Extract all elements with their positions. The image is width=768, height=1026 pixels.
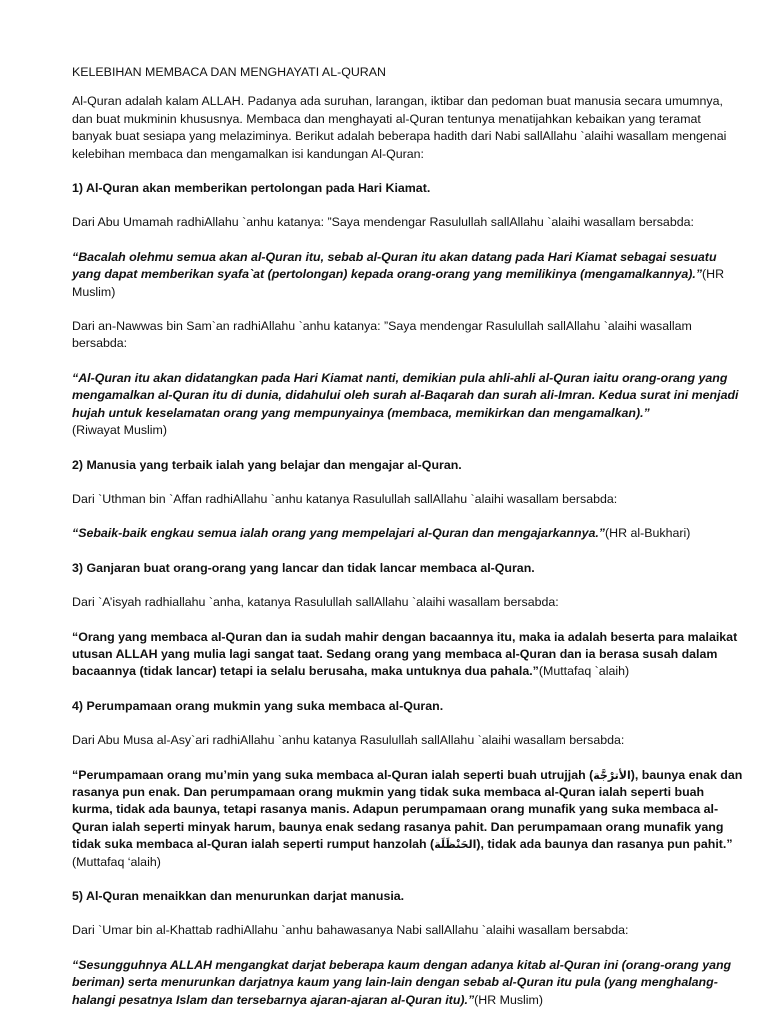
section-3-heading: 3) Ganjaran buat orang-orang yang lancar dan tidak lancar membaca al-Quran. bbox=[72, 560, 535, 575]
section-4-narration: Dari Abu Musa al-Asy`ari radhiAllahu `anhu katanya Rasulullah sallAllahu `alaihi wasallam bersabda: bbox=[72, 733, 625, 748]
hadith-source: (Muttafaq ‘alaih) bbox=[72, 854, 161, 869]
hadith-source: (Muttafaq `alaih) bbox=[538, 664, 630, 679]
section-3-narration: Dari `A’isyah radhiallahu `anha, katanya Rasulullah sallAllahu `alaihi wasallam bersabda: bbox=[72, 595, 559, 610]
hadith-source: (Riwayat Muslim) bbox=[72, 423, 167, 438]
hadith-quote: “Sebaik-baik engkau semua ialah orang yang mempelajari al-Quran dan mengajarkannya.” bbox=[72, 526, 605, 541]
section-1-hadith-2 bbox=[72, 370, 744, 440]
section-1-hadith-1 bbox=[72, 249, 744, 301]
hadith-source: (HR Muslim) bbox=[474, 992, 543, 1007]
section-5-heading: 5) Al-Quran menaikkan dan menurunkan darjat manusia. bbox=[72, 889, 405, 903]
section-1-heading: 1) Al-Quran akan memberikan pertolongan pada Hari Kiamat. bbox=[72, 181, 431, 196]
hadith-quote-part-1: “Perumpamaan orang mu’min yang suka membaca al-Quran ialah seperti buah utrujjah ( bbox=[72, 767, 594, 782]
section-1-narration-2: Dari an-Nawwas bin Sam`an radhiAllahu `anhu katanya: ”Saya mendengar Rasulullah sallAllahu `alaihi wasallam bersabda: bbox=[72, 319, 692, 351]
section-4-heading: 4) Perumpamaan orang mukmin yang suka membaca al-Quran. bbox=[72, 698, 444, 713]
hadith-quote: “Orang yang membaca al-Quran dan ia sudah mahir dengan bacaannya itu, maka ia adalah beserta para malaikat utusan ALLAH yang mulia lagi sangat taat. Sedang orang yang membaca al-Quran dan ia berasa susah dalam bacaannya (tidak lancar) tetapi ia selalu berusaha, maka untuknya dua pahala.” bbox=[72, 629, 738, 679]
document-page bbox=[72, 64, 744, 1026]
hadith-quote: “Al-Quran itu akan didatangkan pada Hari Kiamat nanti, demikian pula ahli-ahli al-Quran iaitu orang-orang yang mengamalkan al-Quran itu di dunia, didahului oleh surah al-Baqarah dan surah ali-Imran. Kedua surat ini menjadi hujah untuk keselamatan orang yang mempunyainya (membaca, memikirkan dan mengamalkan).” bbox=[72, 370, 739, 420]
section-1-narration-1: Dari Abu Umamah radhiAllahu `anhu katanya: ”Saya mendengar Rasulullah sallAllahu `alaihi wasallam bersabda: bbox=[72, 215, 694, 230]
hadith-quote-part-2: ), baunya enak dan rasanya pun enak. Dan perumpamaan orang mukmin yang tidak suka membaca al-Quran ialah seperti buah kurma, tidak ada baunya, tetapi rasanya manis. Adapun perumpamaan orang munafik yang suka membaca al-Quran ialah seperti minyak harum, baunya enak sedang rasanya pahit. Dan perumpamaan orang munafik yang tidak suka membaca al-Quran ialah seperti rumput hanzolah ( bbox=[72, 767, 743, 852]
hadith-source: (HR al-Bukhari) bbox=[605, 526, 691, 541]
arabic-term-utrujjah: الأترْجَّة bbox=[593, 768, 631, 782]
arabic-term-hanzolah: الحَنْظَلَة bbox=[434, 838, 477, 852]
hadith-quote: “Bacalah olehmu semua akan al-Quran itu, sebab al-Quran itu akan datang pada Hari Kiamat sebagai sesuatu yang dapat memberikan syafa`at (pertolongan) kepada orang-orang yang memilikinya (mengamalkannya).” bbox=[72, 249, 717, 282]
hadith-source: (HR Muslim) bbox=[72, 267, 725, 299]
document-title: KELEBIHAN MEMBACA DAN MENGHAYATI AL-QURAN bbox=[72, 65, 386, 79]
section-4-hadith bbox=[72, 767, 744, 871]
hadith-quote: “Sesungguhnya ALLAH mengangkat darjat beberapa kaum dengan adanya kitab al-Quran ini (orang-orang yang beriman) serta menurunkan darjatnya kaum yang lain-lain dengan sebab al-Quran itu pula (yang menghalang-halangi pesatnya Islam dan tersebarnya ajaran-ajaran al-Quran itu).” bbox=[72, 957, 732, 1007]
section-2-heading: 2) Manusia yang terbaik ialah yang belajar dan mengajar al-Quran. bbox=[72, 457, 462, 472]
section-3-hadith bbox=[72, 629, 744, 681]
hadith-quote-part-3: ), tidak ada baunya dan rasanya pun pahit.” bbox=[476, 837, 733, 852]
section-5-narration: Dari `Umar bin al-Khattab radhiAllahu `anhu bahawasanya Nabi sallAllahu `alaihi wasallam bersabda: bbox=[72, 923, 629, 938]
intro-paragraph: Al-Quran adalah kalam ALLAH. Padanya ada suruhan, larangan, iktibar dan pedoman buat manusia secara umumnya, dan buat mukminin khususnya. Membaca dan menghayati al-Quran tentunya menatijahkan kebaikan yang teramat banyak buat sesiapa yang melaziminya. Berikut adalah beberapa hadith dari Nabi sallAllahu `alaihi wasallam mengenai kelebihan membaca dan mengamalkan isi kandungan Al-Quran: bbox=[72, 94, 727, 161]
section-5-hadith bbox=[72, 957, 744, 1009]
section-2-hadith bbox=[72, 525, 744, 542]
section-2-narration: Dari `Uthman bin `Affan radhiAllahu `anhu katanya Rasulullah sallAllahu `alaihi wasallam bersabda: bbox=[72, 491, 618, 506]
